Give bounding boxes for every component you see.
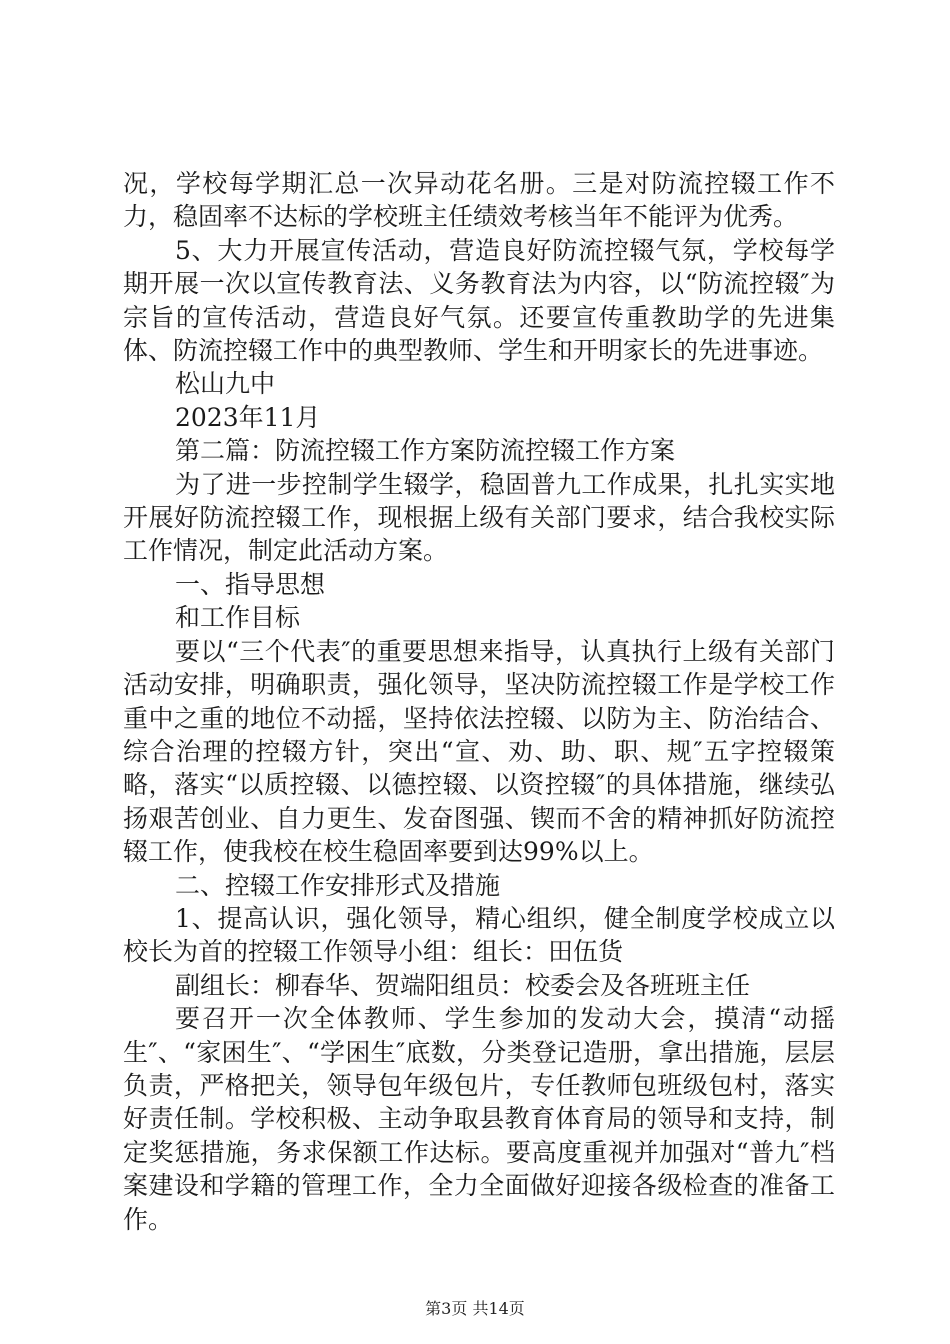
section-title-part-two: 第二篇：防流控辍工作方案防流控辍工作方案 <box>175 436 676 466</box>
paragraph-mobilization: 要召开一次全体教师、学生参加的发动大会，摸清“动摇生″、“家困生″、“学困生″底数，分类登记造册，拿出措施，层层负责，严格把关，领导包年级包片，专任教师包班级包村，落实好责任制。学校积极、主动争取县教育体育局的领导和支持，制定奖惩措施，务求保额工作达标。要高度重视并加强对“普九″档案建设和学籍的管理工作，全力全面做好迎接各级检查的准备工作。 <box>123 1004 835 1234</box>
paragraph-intro: 为了进一步控制学生辍学，稳固普九工作成果，扎扎实实地开展好防流控辍工作，现根据上级有关部门要求，结合我校实际工作情况，制定此活动方案。 <box>123 469 835 566</box>
signature-school: 松山九中 <box>175 369 276 399</box>
signature-date: 2023年11月 <box>175 402 321 432</box>
paragraph-continuation: 况，学校每学期汇总一次异动花名册。三是对防流控辍工作不力，稳固率不达标的学校班主任绩效考核当年不能评为优秀。 <box>123 169 835 232</box>
heading-arrangement: 二、控辍工作安排形式及措施 <box>175 870 501 900</box>
document-body <box>123 167 835 1236</box>
page-number-footer: 第3页 共14页 <box>425 1299 525 1318</box>
paragraph-deputy-leaders: 副组长：柳春华、贺端阳组员：校委会及各班班主任 <box>175 970 751 1000</box>
heading-guiding-thought: 一、指导思想 <box>175 569 326 599</box>
paragraph-item-5: 5、大力开展宣传活动，营造良好防流控辍气氛，学校每学期开展一次以宣传教育法、义务教育法为内容，以“防流控辍″为宗旨的宣传活动，营造良好气氛。还要宣传重教助学的先进集体、防流控辍工作中的典型教师、学生和开明家长的先进事迹。 <box>123 235 835 366</box>
paragraph-item-1: 1、提高认识，强化领导，精心组织，健全制度学校成立以校长为首的控辍工作领导小组：组长：田伍货 <box>123 903 835 967</box>
paragraph-guidance: 要以“三个代表″的重要思想来指导，认真执行上级有关部门活动安排，明确职责，强化领导，坚决防流控辍工作是学校工作重中之重的地位不动摇，坚持依法控辍、以防为主、防治结合、综合治理的控辍方针，突出“宣、劝、助、职、规″五字控辍策略，落实“以质控辍、以德控辍、以资控辍″的具体措施，继续弘扬艰苦创业、自力更生、发奋图强、锲而不舍的精神抓好防流控辍工作，使我校在校生稳固率要到达99%以上。 <box>123 636 835 867</box>
heading-work-goal: 和工作目标 <box>175 603 301 633</box>
